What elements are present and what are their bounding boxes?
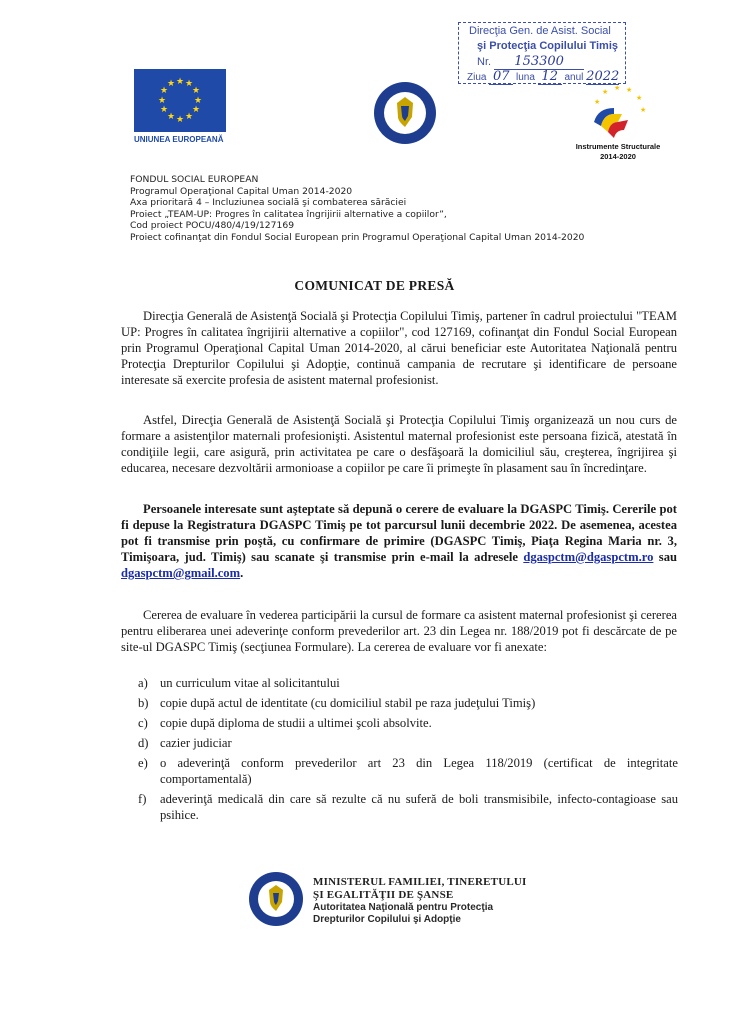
document-title: COMUNICAT DE PRESĂ — [294, 278, 455, 293]
list-item: c) copie după diploma de studii a ultimei şcoli absolvite. — [138, 716, 432, 730]
svg-text:★: ★ — [614, 84, 621, 92]
list-item: d) cazier judiciar — [138, 736, 232, 750]
svg-text:★: ★ — [166, 79, 176, 89]
svg-text:★: ★ — [166, 112, 176, 122]
svg-text:★: ★ — [191, 105, 201, 115]
government-seal-icon — [373, 81, 437, 145]
list-item: b) copie după actul de identitate (cu domiciliul stabil pe raza judeţului Timiş) — [138, 696, 536, 710]
paragraph-3: Persoanele interesate sunt aşteptate să depună o cerere de evaluare la DGASPC Timiş. Cererile pot fi depuse la Registratura DGASPC Timiş pe tot parcursul lunii decembrie 2022. De asemenea, acestea pot fi transmise prin poştă, cu confirmare de primire (DGASPC Timiş, Piaţa Regina Maria nr. 3, Timişoara, jud. Timiş) sau scanate şi transmise prin e-mail la adresele dgaspctm@dgaspctm.ro sau dgaspctm@gmail.com. — [121, 502, 677, 580]
paragraph-2: Astfel, Direcţia Generală de Asistenţă Socială şi Protecţia Copilului Timiş organizează un nou curs de formare a asistenţilor maternali profesionişti. Asistentul maternal profesionist este persoana fizică, atestată în condiţiile legii, care asigură, prin activitatea pe care o desfăşoară la domiciliul său, creşterea, îngrijirea şi educarea, necesare dezvoltării armonioase a copiilor pe care îi primeşte în plasament sau în încredinţare. — [121, 413, 677, 475]
svg-text:★: ★ — [193, 96, 203, 106]
paragraph-4: Cererea de evaluare în vederea participării la cursul de formare ca asistent maternal profesionist şi cererea pentru eliberarea unei adeverinţe conform prevederilor art. 23 din Legea nr. 188/2019 pot fi descărcate de pe site-ul DGASPC Timiş (secţiunea Formulare). La cererea de evaluare vor fi anexate: — [121, 608, 677, 654]
footer-seal-icon — [248, 871, 304, 927]
project-line: Proiect „TEAM-UP: Progres în calitatea îngrijirii alternative a copiilor”, — [130, 208, 447, 220]
stamp-number: Nr. 153300 — [477, 54, 584, 70]
svg-text:★: ★ — [640, 106, 647, 114]
project-line: Programul Operaţional Capital Uman 2014-2020 — [130, 185, 353, 197]
project-line: Axa prioritară 4 – Incluziunea socială şi combaterea sărăciei — [130, 197, 407, 209]
svg-text:★: ★ — [184, 112, 194, 122]
project-line: Cod proiect POCU/480/4/19/127169 — [130, 220, 295, 232]
footer-institution: MINISTERUL FAMILIEI, TINERETULUI ŞI EGALITĂŢII DE ŞANSE Autoritatea Naţională pentru Protecţia Drepturilor Copilului şi Adopţie — [313, 876, 527, 925]
eu-flag-icon — [134, 69, 226, 132]
svg-text:★: ★ — [175, 77, 185, 87]
project-line: Proiect cofinanţat din Fondul Social European prin Programul Operaţional Capital Uman 2014-2020 — [130, 231, 585, 243]
project-info — [130, 174, 584, 244]
annex-list — [138, 675, 678, 827]
stamp-number-value: 153300 — [494, 54, 584, 70]
svg-text:★: ★ — [602, 88, 609, 96]
svg-text:★: ★ — [159, 105, 169, 115]
svg-text:★: ★ — [191, 86, 201, 96]
svg-text:★: ★ — [594, 98, 601, 106]
project-line: FONDUL SOCIAL EUROPEAN — [130, 174, 259, 185]
email-link-2[interactable]: dgaspctm@gmail.com — [121, 566, 241, 580]
paragraph-1: Direcţia Generală de Asistenţă Socială şi Protecţia Copilului Timiş, partener în cadrul proiectului "TEAM UP: Progres în calitatea îngrijirii alternative a copiilor", cod 127169, cofinanţat din Fondul Social European prin Programul Operaţional Capital Uman 2014-2020, al cărui beneficiar este Autoritatea Naţională pentru Protecţia Drepturilor Copilului şi Adopţie, continuă campania de recrutare şi identificare de persoane interesate să exercite profesia de asistent maternal profesionist. — [121, 309, 677, 387]
list-item: a) un curriculum vitae al solicitantului — [138, 676, 340, 690]
eu-label: UNIUNEA EUROPEANĂ — [134, 135, 224, 144]
stamp-day: 07 — [489, 69, 513, 85]
stamp-date: Ziua 07 luna 12 anul 2022 — [467, 69, 620, 84]
list-item: f) adeverinţă medicală din care să rezulte că nu suferă de boli transmisibile, infecto-contagioase sau psihice. — [138, 792, 678, 822]
svg-text:★: ★ — [636, 94, 643, 102]
stamp-month: 12 — [538, 69, 562, 85]
svg-text:★: ★ — [157, 96, 167, 106]
svg-text:★: ★ — [175, 115, 185, 125]
stamp-institution: Direcţia Gen. de Asist. Social — [469, 25, 611, 37]
structural-instruments-label: Instrumente Structurale 2014-2020 — [575, 142, 661, 161]
email-link-1[interactable]: dgaspctm@dgaspctm.ro — [523, 550, 654, 564]
structural-instruments-logo-icon — [588, 82, 648, 142]
svg-text:★: ★ — [184, 79, 194, 89]
list-item: e) o adeverinţă conform prevederilor art 23 din Legea 118/2019 (certificat de integritate comportamentală) — [138, 756, 678, 786]
registration-stamp — [458, 22, 626, 84]
stamp-institution-2: şi Protecţia Copilului Timiş — [477, 40, 618, 52]
stamp-year: 2022 — [586, 69, 620, 84]
svg-text:★: ★ — [626, 86, 633, 94]
svg-text:★: ★ — [159, 86, 169, 96]
